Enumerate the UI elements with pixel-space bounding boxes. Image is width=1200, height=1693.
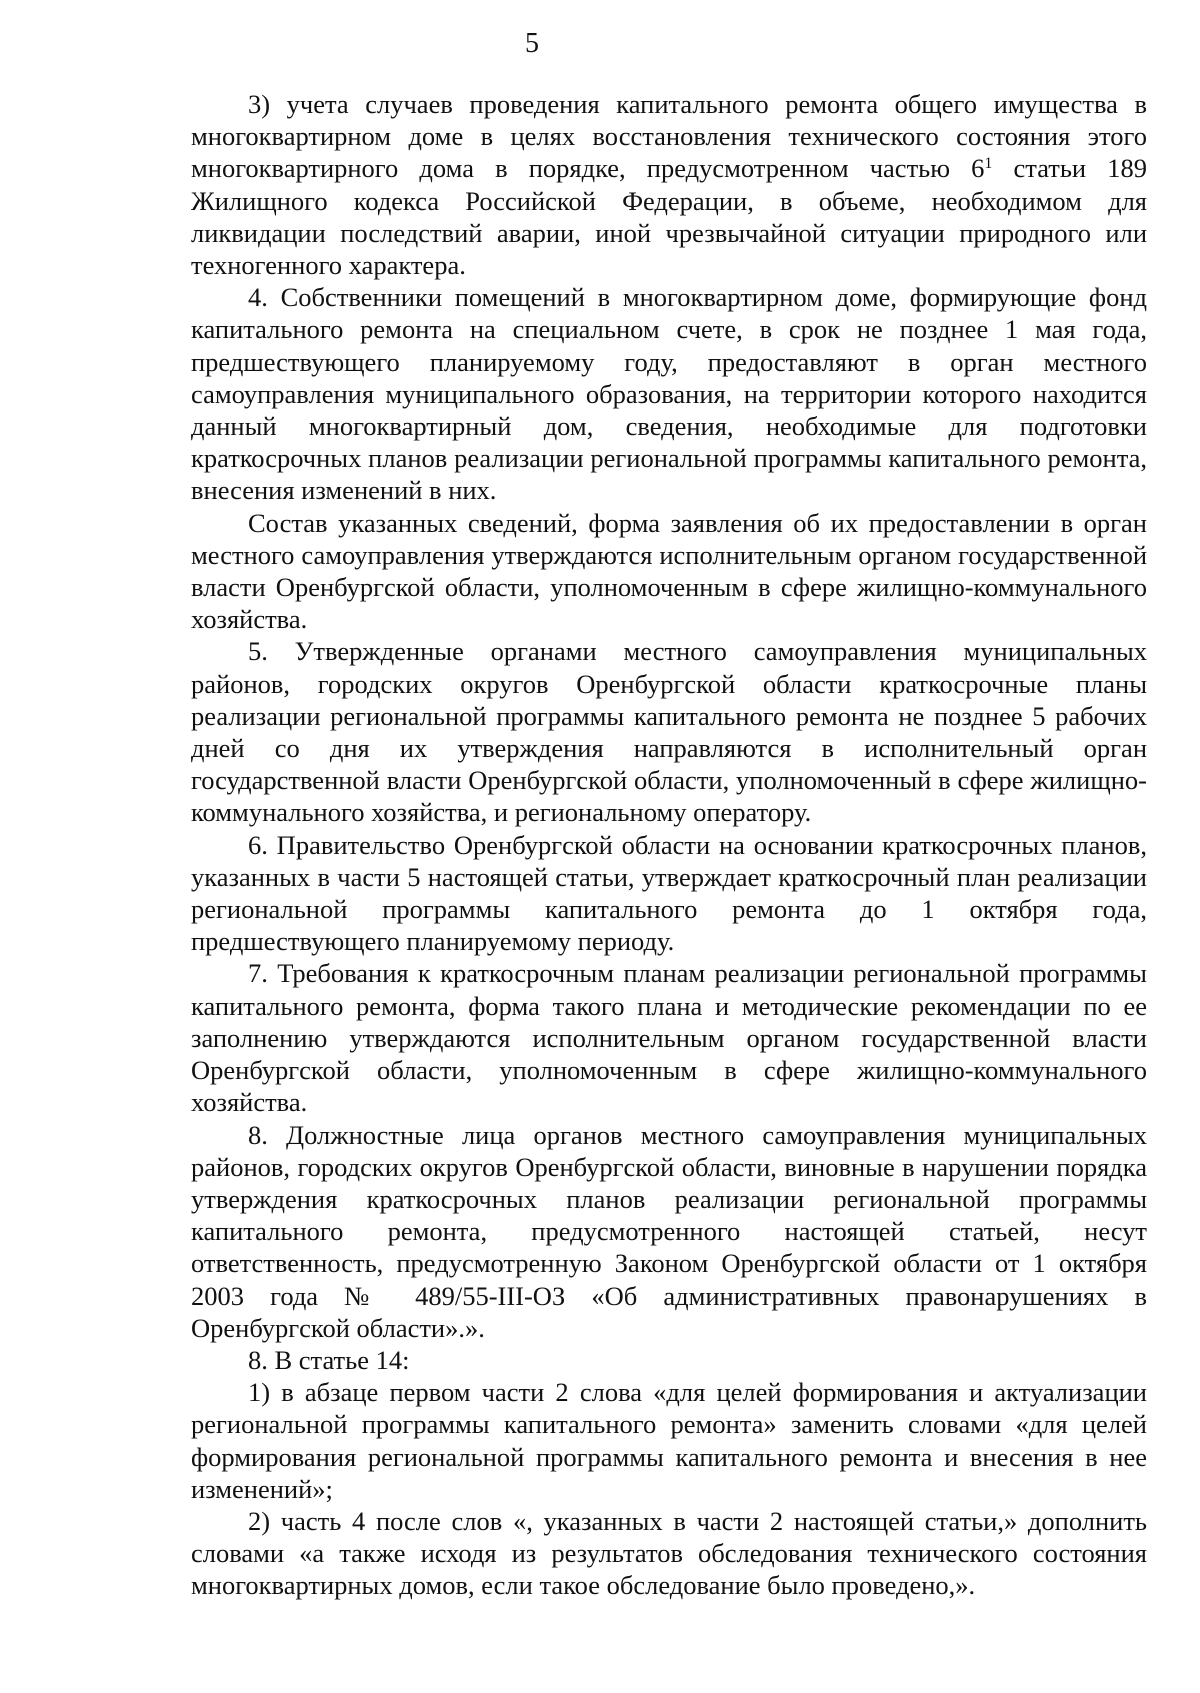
superscript: 1 — [984, 155, 993, 173]
paragraph-article-14-item-1: 1) в абзаце первом части 2 слова «для целей формирования и актуализации региональной программы капитального ремонта» заменить словами «для целей формирования региональной программы капитального ремонта и внесения в нее изменений»; — [191, 1377, 1147, 1504]
paragraph-part-8: 8. Должностные лица органов местного самоуправления муниципальных районов, городских округов Оренбургской области, виновные в нарушении порядка утверждения краткосрочных планов реализации региональной программы капитального ремонта, предусмотренного настоящей статьей, несут ответственность, предусмотренную Законом Оренбургской области от 1 октября 2003 года № 489/55-III-ОЗ «Об административных правонарушениях в Оренбургской области».». — [191, 1119, 1147, 1343]
paragraph-part-6: 6. Правительство Оренбургской области на основании краткосрочных планов, указанных в части 5 настоящей статьи, утверждает краткосрочный план реализации региональной программы капитального ремонта до 1 октября года, предшествующего планируемому периоду. — [191, 829, 1147, 957]
paragraph-part-4-composition: Состав указанных сведений, форма заявления об их предоставлении в орган местного самоуправления утверждаются исполнительным органом государственной власти Оренбургской области, уполномоченным в сфере жилищно-коммунального хозяйства. — [191, 507, 1147, 635]
paragraph-part-4: 4. Собственники помещений в многоквартирном доме, формирующие фонд капитального ремонта на специальном счете, в срок не позднее 1 мая года, предшествующего планируемому году, предоставляют в орган местного самоуправления муниципального образования, на территории которого находится данный многоквартирный дом, сведения, необходимые для подготовки краткосрочных планов реализации региональной программы капитального ремонта, внесения изменений в них. — [191, 282, 1147, 506]
paragraph-item-3 — [191, 88, 1147, 281]
paragraph-text: 3) учета случаев проведения капитального ремонта общего имущества в многоквартирном доме в целях восстановления технического состояния этого многоквартирного дома в порядке, предусмотренном частью 6 — [191, 89, 1147, 184]
paragraph-article-14-heading: 8. В статье 14: — [248, 1344, 410, 1375]
document-body — [191, 88, 1147, 1602]
paragraph-article-14-item-2: 2) часть 4 после слов «, указанных в части 2 настоящей статьи,» дополнить словами «а также исходя из результатов обследования технического состояния многоквартирных домов, если такое обследование было проведено,». — [191, 1505, 1147, 1601]
paragraph-part-7: 7. Требования к краткосрочным планам реализации региональной программы капитального ремонта, форма такого плана и методические рекомендации по ее заполнению утверждаются исполнительным органом государственной власти Оренбургской области, уполномоченным в сфере жилищно-коммунального хозяйства. — [191, 958, 1147, 1118]
page-number: 5 — [525, 28, 539, 59]
paragraph-text-continued: статьи 189 Жилищного кодекса Российской Федерации, в объеме, необходимом для ликвидации последствий аварии, иной чрезвычайной ситуации природного или техногенного характера. — [191, 153, 1147, 281]
paragraph-part-5: 5. Утвержденные органами местного самоуправления муниципальных районов, городских округов Оренбургской области краткосрочные планы реализации региональной программы капитального ремонта не позднее 5 рабочих дней со дня их утверждения направляются в исполнительный орган государственной власти Оренбургской области, уполномоченный в сфере жилищно-коммунального хозяйства, и региональному оператору. — [191, 636, 1147, 828]
